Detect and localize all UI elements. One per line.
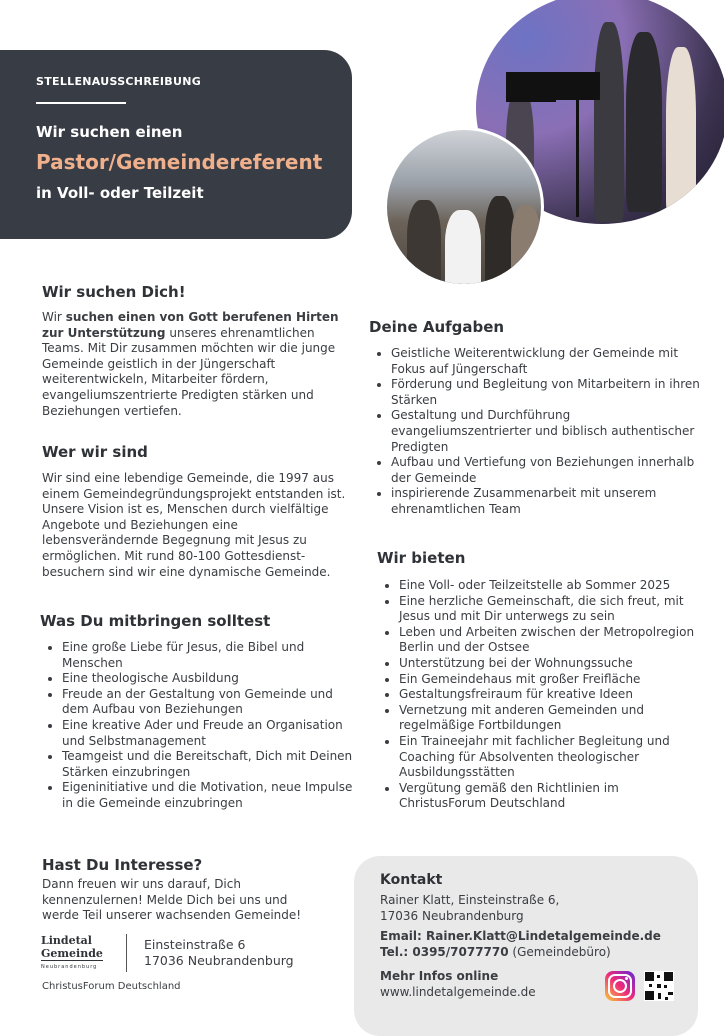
more-info-title: Mehr Infos online <box>380 969 499 983</box>
list-item: • Leben und Arbeiten zwischen der Metropolregion Berlin und der Ostsee <box>399 625 709 656</box>
list-item: • Teamgeist und die Bereitschaft, Dich mit Deinen Stärken einzubringen <box>62 749 362 780</box>
contact-city: 17036 Neubrandenburg <box>380 908 524 923</box>
list-item: • Eine Voll- oder Teilzeitstelle ab Sommer 2025 <box>399 578 709 594</box>
list-item: • Freude an der Gestaltung von Gemeinde und dem Aufbau von Beziehungen <box>62 687 362 718</box>
crowd-photo <box>384 127 544 287</box>
logo-line3: Neubrandenburg <box>41 964 98 970</box>
footer-org: ChristusForum Deutschland <box>42 981 181 992</box>
kicker-divider <box>36 102 126 104</box>
headline-line3: in Voll- oder Teilzeit <box>36 184 204 202</box>
list-item: • Eine große Liebe für Jesus, die Bibel und Menschen <box>62 640 362 671</box>
list-item: • Vergütung gemäß den Richtlinien im ChristusForum Deutschland <box>399 781 709 812</box>
section-title-requirements: Was Du mitbringen solltest <box>40 612 271 630</box>
contact-phone[interactable]: Tel.: 0395/7077770 (Gemeindebüro) <box>380 945 611 959</box>
intro-paragraph: Wir suchen einen von Gott berufenen Hirten zur Unterstützung unseres ehrenamtlichen Teams. Mit Dir zusammen möchten wir die junge Gemeinde geistlich in der Jüngerschaft weiterentwickeln, Mitarbeiter fördern, evangeliumszentrierte Predigten stärken und Beziehungen vertiefen. <box>42 310 339 418</box>
section-title-wer-wir-sind: Wer wir sind <box>42 443 148 461</box>
list-item: • Förderung und Begleitung von Mitarbeitern in ihren Stärken <box>391 377 701 408</box>
list-item: • Aufbau und Vertiefung von Beziehungen innerhalb der Gemeinde <box>391 455 701 486</box>
job-ad-kicker: STELLENAUSSCHREIBUNG <box>36 75 202 88</box>
about-paragraph: Wir sind eine lebendige Gemeinde, die 1997 aus einem Gemeindegründungsprojekt entstanden ist. Unsere Vision ist es, Menschen durch vielfältige Angebote und Beziehungen eine lebensverändernde Begegnung mit Jesus zu ermöglichen. Mit rund 80-100 Gottesdienst-besuchern sind wir eine dynamische Gemeinde. <box>42 471 346 579</box>
list-item: • Unterstützung bei der Wohnungssuche <box>399 656 709 672</box>
list-item: • Eine kreative Ader und Freude an Organisation und Selbstmanagement <box>62 718 362 749</box>
section-title-wir-bieten: Wir bieten <box>377 549 466 567</box>
list-item: • Ein Gemeindehaus mit großer Freifläche <box>399 672 709 688</box>
contact-title: Kontakt <box>380 872 443 888</box>
website-link[interactable]: www.lindetalgemeinde.de <box>380 985 536 999</box>
requirements-list <box>40 640 362 812</box>
list-item: • Ein Traineejahr mit fachlicher Begleitung und Coaching für Absolventen theologischer Ausbildungsstätten <box>399 734 709 781</box>
position-title: Pastor/Gemeindereferent <box>36 150 323 174</box>
address-block <box>144 937 294 968</box>
logo-divider <box>126 934 127 972</box>
church-logo <box>41 934 103 974</box>
contact-address <box>380 893 559 924</box>
section-title-wir-suchen-dich: Wir suchen Dich! <box>42 283 186 301</box>
list-item: • Eine herzliche Gemeinschaft, die sich freut, mit Jesus und mit Dir unterwegs zu sein <box>399 594 709 625</box>
logo-line1: Lindetal <box>41 934 92 947</box>
list-item: • Eine theologische Ausbildung <box>62 671 362 687</box>
list-item: • Geistliche Weiterentwicklung der Gemeinde mit Fokus auf Jüngerschaft <box>391 346 701 377</box>
address-street: Einsteinstraße 6 <box>144 937 246 952</box>
list-item: • Vernetzung mit anderen Gemeinden und regelmäßige Fortbildungen <box>399 703 709 734</box>
list-item: • Gestaltungsfreiraum für kreative Ideen <box>399 687 709 703</box>
offer-list <box>377 578 709 812</box>
contact-name-line: Rainer Klatt, Einsteinstraße 6, <box>380 893 560 907</box>
section-title-aufgaben: Deine Aufgaben <box>369 318 505 336</box>
interest-text: Dann freuen wir uns darauf, Dich kennenzulernen! Melde Dich bei uns und werde Teil unserer wachsenden Gemeinde! <box>42 877 302 923</box>
logo-line2: Gemeinde <box>41 947 103 960</box>
list-item: • Eigeninitiative und die Motivation, neue Impulse in die Gemeinde einzubringen <box>62 780 362 811</box>
headline-line1: Wir suchen einen <box>36 123 183 141</box>
list-item: • inspirierende Zusammenarbeit mit unserem ehrenamtlichen Team <box>391 486 701 517</box>
list-item: • Gestaltung und Durchführung evangeliumszentrierter und biblisch authentischer Predigten <box>391 408 701 455</box>
interest-title: Hast Du Interesse? <box>42 856 203 874</box>
address-city: 17036 Neubrandenburg <box>144 952 294 968</box>
contact-email[interactable]: Email: Rainer.Klatt@Lindetalgemeinde.de <box>380 929 661 943</box>
qr-code-icon[interactable] <box>644 971 674 1001</box>
tasks-list <box>369 346 701 518</box>
instagram-icon[interactable] <box>605 971 635 1001</box>
